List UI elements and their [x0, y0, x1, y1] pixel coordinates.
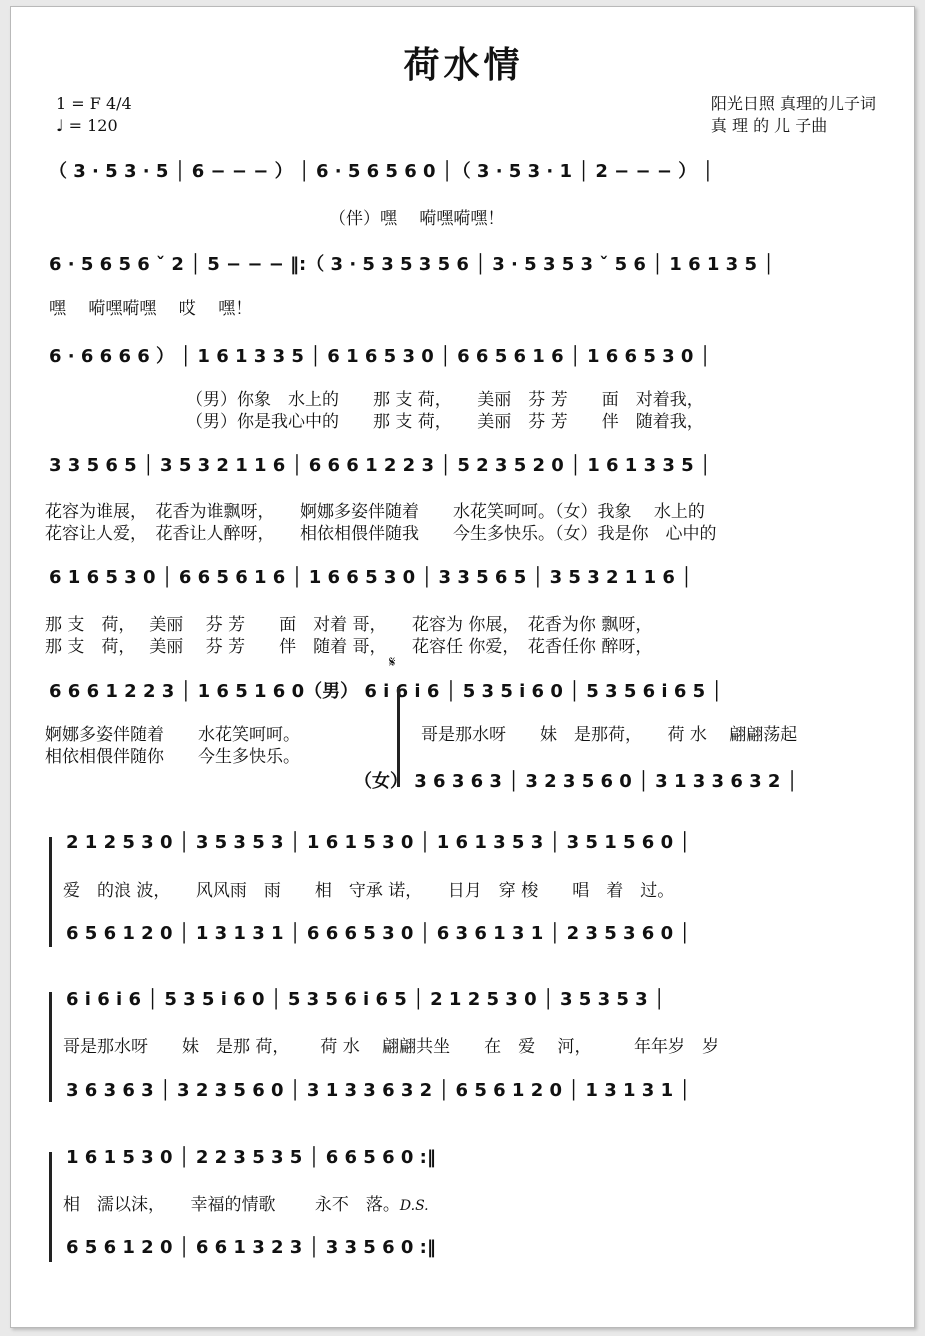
lyric-line-6a: 婀娜多姿伴随着 水花笑呵呵。 [45, 725, 300, 745]
lyric-line-3b: （男）你是我心中的 那 支 荷， 美丽 芬 芳 伴 随着我， [186, 412, 704, 432]
notation-line-9-lower: 6 5 6 1 2 0 │ 6 6 1 3 2 3 │ 3 3 5 6 0 :‖ [66, 1237, 436, 1258]
lyric-line-4a: 花容为谁展， 花香为谁飘呀， 婀娜多姿伴随着 水花笑呵呵。（女）我象 水上的 [45, 502, 705, 522]
segno-sign: 𝄋 [389, 653, 396, 671]
system-brace [49, 1152, 58, 1262]
key-tempo [56, 93, 132, 137]
notation-line-7-lower: 6 5 6 1 2 0 │ 1 3 1 3 1 │ 6 6 6 5 3 0 │ 6 3 6 1 3 1 │ 2 3 5 3 6 0 │ [66, 923, 691, 944]
lyric-line-2: 嘿 嗬嘿嗬嘿 哎 嘿！ [49, 299, 253, 319]
notation-line-8-lower: 3 6 3 6 3 │ 3 2 3 5 6 0 │ 3 1 3 3 6 3 2 │ 6 5 6 1 2 0 │ 1 3 1 3 1 │ [66, 1080, 691, 1101]
lyric-line-5a: 那 支 荷， 美丽 芬 芳 面 对着 哥， 花容为 你展， 花香为你 飘呀， [45, 615, 653, 635]
lyric-line-8: 哥是那水呀 妹 是那 荷， 荷 水 翩翩共坐 在 爱 河， 年年岁 岁 [63, 1037, 720, 1057]
key-signature: 1 = F 4/4 [56, 94, 132, 113]
song-title: 荷水情 [403, 44, 524, 86]
lyric-line-4b: 花容让人爱， 花香让人醉呀， 相依相偎伴随我 今生多快乐。（女）我是你 心中的 [45, 524, 717, 544]
lyricist-credit: 阳光日照 真理的儿子词 [710, 94, 876, 113]
system-brace [49, 992, 58, 1102]
lyric-line-5b: 那 支 荷， 美丽 芬 芳 伴 随着 哥， 花容任 你爱， 花香任你 醉呀， [45, 637, 653, 657]
lyric-line-1: （伴）嘿 嗬嘿嗬嘿！ [329, 209, 505, 229]
da-segno-mark: D.S. [399, 1198, 429, 1214]
tempo-marking: ♩ = 120 [56, 116, 118, 135]
notation-line-8: 6 i 6 i 6 │ 5 3 5 i 6 0 │ 5 3 5 6 i 6 5 │ 2 1 2 5 3 0 │ 3 5 3 5 3 │ [66, 989, 665, 1010]
system-brace [49, 837, 58, 947]
credits [711, 93, 876, 137]
notation-line-6: 6 6 6 1 2 2 3 │ 1 6 5 1 6 0（男） 6 i 6 i 6 │ 5 3 5 i 6 0 │ 5 3 5 6 i 6 5 │ [49, 681, 723, 702]
lyric-line-9: 相 濡以沫， 幸福的情歌 永不 落。D.S. [63, 1195, 429, 1215]
lyric-line-3a: （男）你象 水上的 那 支 荷， 美丽 芬 芳 面 对着我， [186, 390, 704, 410]
score-sheet [10, 6, 915, 1328]
notation-line-6-female: （女） 3 6 3 6 3 │ 3 2 3 5 6 0 │ 3 1 3 3 6 3 2 │ [354, 771, 798, 792]
composer-credit: 真 理 的 儿 子曲 [710, 116, 828, 135]
notation-line-4: 3 3 5 6 5 │ 3 5 3 2 1 1 6 │ 6 6 6 1 2 2 3 │ 5 2 3 5 2 0 │ 1 6 1 3 3 5 │ [49, 455, 711, 476]
system-brace [397, 687, 406, 787]
lyric-line-7: 爱 的浪 波， 风风雨 雨 相 守承 诺， 日月 穿 梭 唱 着 过。 [63, 881, 675, 901]
notation-line-7: 2 1 2 5 3 0 │ 3 5 3 5 3 │ 1 6 1 5 3 0 │ 1 6 1 3 5 3 │ 3 5 1 5 6 0 │ [66, 832, 691, 853]
notation-line-2: 6 · 5 6 5 6 ˇ 2 │ 5 − − − ‖:（ 3 · 5 3 5 3 5 6 │ 3 · 5 3 5 3 ˇ 5 6 │ 1 6 1 3 5 │ [49, 254, 775, 275]
notation-line-1: （ 3 · 5 3 · 5 │ 6 − − − ） │ 6 · 5 6 5 6 0 │（ 3 · 5 3 · 1 │ 2 − − − ） │ [49, 161, 714, 182]
lyric-line-6b: 相依相偎伴随你 今生多快乐。 [45, 747, 300, 767]
lyric-line-6-right: 哥是那水呀 妹 是那荷， 荷 水 翩翩荡起 [421, 725, 798, 745]
notation-line-3: 6 · 6 6 6 6 ） │ 1 6 1 3 3 5 │ 6 1 6 5 3 0 │ 6 6 5 6 1 6 │ 1 6 6 5 3 0 │ [49, 346, 711, 367]
notation-line-9: 1 6 1 5 3 0 │ 2 2 3 5 3 5 │ 6 6 5 6 0 :‖ [66, 1147, 436, 1168]
notation-line-5: 6 1 6 5 3 0 │ 6 6 5 6 1 6 │ 1 6 6 5 3 0 │ 3 3 5 6 5 │ 3 5 3 2 1 1 6 │ [49, 567, 692, 588]
